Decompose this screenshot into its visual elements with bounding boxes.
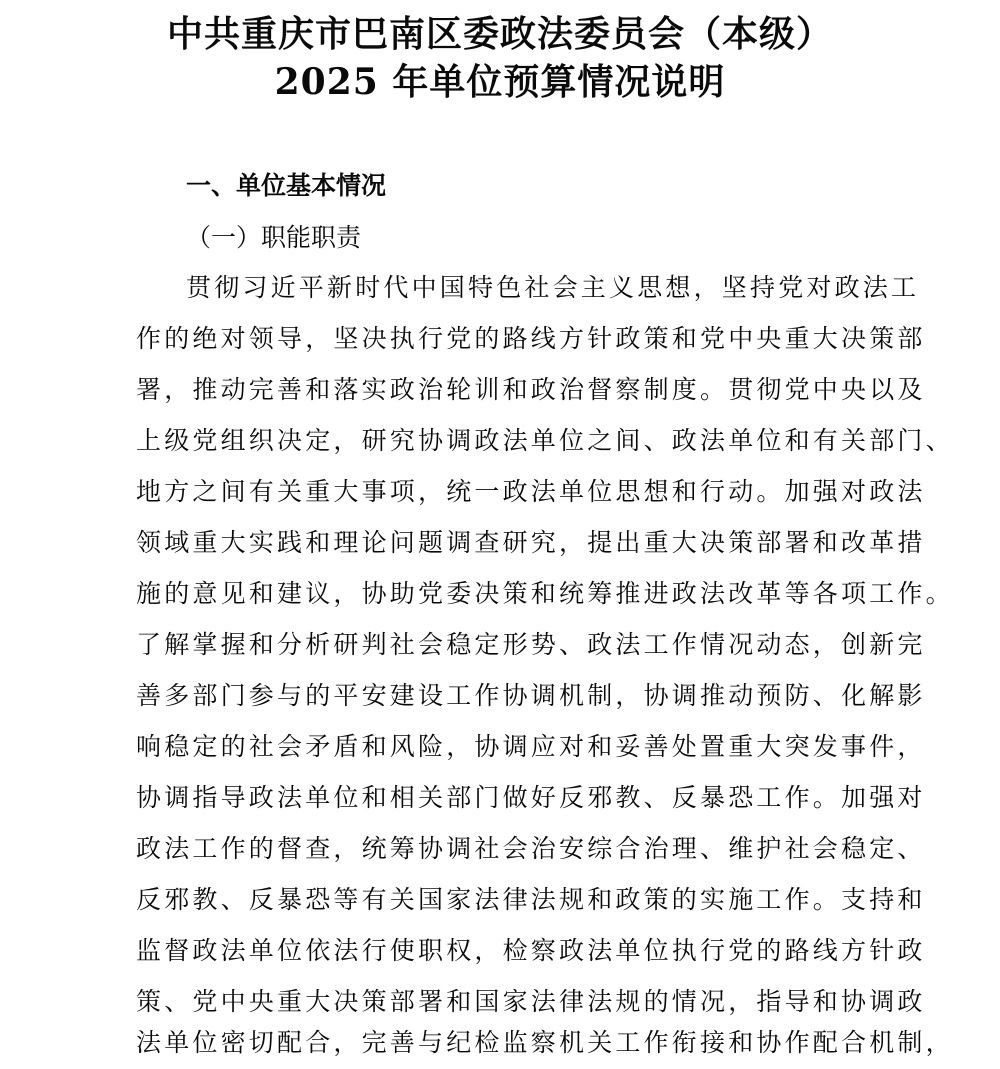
body-line: 施的意见和建议，协助党委决策和统筹推进政法改革等各项工作。 xyxy=(136,579,954,608)
body-line: 协调指导政法单位和相关部门做好反邪教、反暴恐工作。加强对 xyxy=(136,783,926,812)
subsection-heading: （一）职能职责 xyxy=(186,223,362,252)
body-line: 策、党中央重大决策部署和国家法律法规的情况，指导和协调政 xyxy=(136,987,926,1016)
body-line: 了解掌握和分析研判社会稳定形势、政法工作情况动态，创新完 xyxy=(136,630,926,659)
body-line: 反邪教、反暴恐等有关国家法律法规和政策的实施工作。支持和 xyxy=(136,885,926,914)
body-line: 响稳定的社会矛盾和风险，协调应对和妥善处置重大突发事件， xyxy=(136,732,926,761)
body-line: 贯彻习近平新时代中国特色社会主义思想，坚持党对政法工 xyxy=(186,273,920,302)
body-line: 作的绝对领导，坚决执行党的路线方针政策和党中央重大决策部 xyxy=(136,324,926,353)
body-line: 法单位密切配合，完善与纪检监察机关工作衔接和协作配合机制， xyxy=(136,1028,954,1057)
body-line: 政法工作的督查，统筹协调社会治安综合治理、维护社会稳定、 xyxy=(136,834,926,863)
body-line: 善多部门参与的平安建设工作协调机制，协调推动预防、化解影 xyxy=(136,681,926,710)
body-line: 领域重大实践和理论问题调查研究，提出重大决策部署和改革措 xyxy=(136,528,926,557)
body-line: 监督政法单位依法行使职权，检察政法单位执行党的路线方针政 xyxy=(136,936,926,965)
body-line: 地方之间有关重大事项，统一政法单位思想和行动。加强对政法 xyxy=(136,477,926,506)
section-heading: 一、单位基本情况 xyxy=(186,171,387,200)
body-line: 上级党组织决定，研究协调政法单位之间、政法单位和有关部门、 xyxy=(136,426,954,455)
body-line: 署，推动完善和落实政治轮训和政治督察制度。贯彻党中央以及 xyxy=(136,375,926,404)
document-title-line-2: 2025 年单位预算情况说明 xyxy=(274,61,726,103)
document-title-line-1: 中共重庆市巴南区委政法委员会（本级） xyxy=(166,13,833,55)
